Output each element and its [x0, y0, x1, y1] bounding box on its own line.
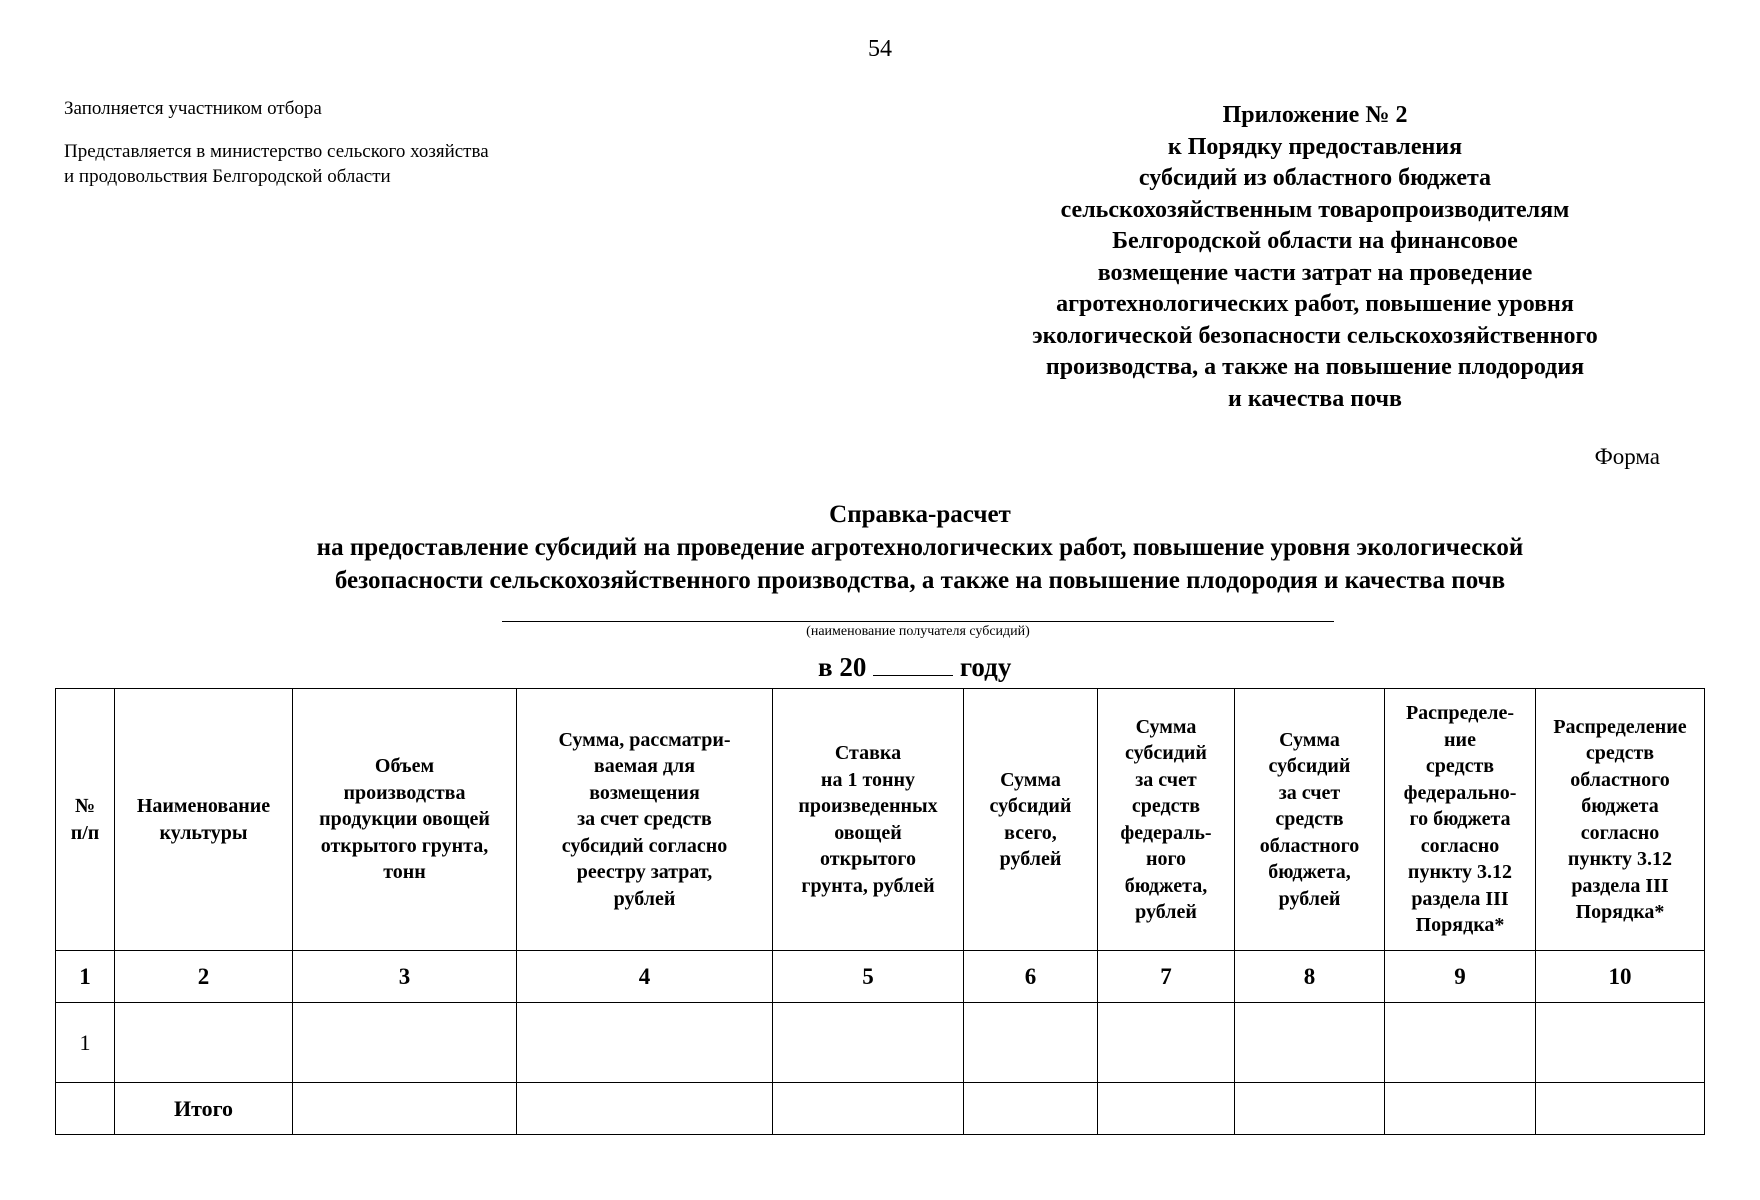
table-cell [115, 1003, 293, 1083]
document-title [0, 498, 1760, 597]
appendix-line: производства, а также на повышение плодородия [1045, 354, 1585, 380]
column-number: 8 [1235, 951, 1385, 1003]
submitted-to-note-line1: Представляется в министерство сельского хозяйства [64, 141, 489, 162]
header-cell-sum-reviewed [517, 689, 773, 951]
header-cell-number [56, 689, 115, 951]
header-line: го бюджета [1409, 808, 1511, 831]
form-label: Форма [1594, 444, 1660, 469]
appendix-line: агротехнологических работ, повышение уровня [1056, 291, 1574, 317]
column-numbers-row [56, 951, 1705, 1003]
table-cell [773, 1003, 964, 1083]
table-cell [56, 1083, 115, 1135]
header-line: Сумма [1000, 768, 1061, 791]
table-cell [1235, 1083, 1385, 1135]
header-line: ние [1444, 728, 1476, 751]
title-line-3: безопасности сельскохозяйственного производства, а также на повышение плодородия и качества почв [334, 567, 1506, 594]
header-line: Объем [374, 755, 435, 778]
header-line: открытого [820, 848, 916, 870]
header-line: областного [1570, 768, 1670, 791]
column-number: 9 [1385, 951, 1536, 1003]
recipient-caption: (наименование получателя субсидий) [806, 624, 1030, 639]
table-cell [1098, 1083, 1235, 1135]
table-cell [517, 1003, 773, 1083]
total-label: Итого [115, 1083, 293, 1135]
header-line: согласно [1420, 834, 1500, 857]
table-cell [1235, 1003, 1385, 1083]
header-line: Ставка [834, 742, 902, 764]
header-line: субсидий [1268, 755, 1351, 778]
header-line: за счет [1135, 768, 1197, 791]
appendix-line: Приложение № 2 [1222, 102, 1408, 128]
header-line: раздела III [1411, 887, 1509, 910]
header-line: субсидий [989, 795, 1072, 817]
header-line: бюджета, [1268, 861, 1351, 884]
header-cell-regional-distribution [1536, 689, 1705, 951]
table-cell [1536, 1083, 1705, 1135]
header-line: бюджета, [1124, 874, 1208, 897]
header-line: производства [343, 781, 466, 804]
total-row [56, 1083, 1705, 1135]
header-line: Сумма, рассматри- [558, 728, 731, 751]
column-number: 1 [56, 951, 115, 1003]
header-cell-volume [293, 689, 517, 951]
header-line: Распределение [1553, 715, 1687, 738]
header-line: тонн [383, 861, 426, 884]
filling-notes [64, 96, 489, 189]
title-line-1: Справка-расчет [829, 501, 1011, 528]
header-line: на 1 тонну [820, 768, 916, 791]
header-line: реестру затрат, [576, 861, 713, 884]
table-cell [773, 1083, 964, 1135]
table-cell [1098, 1003, 1235, 1083]
table-cell [964, 1003, 1098, 1083]
header-line: Сумма [1135, 715, 1197, 738]
table-cell [964, 1083, 1098, 1135]
year-suffix: году [959, 652, 1012, 682]
appendix-line: к Порядку предоставления [1167, 133, 1463, 160]
header-line: за счет [1278, 781, 1341, 804]
header-line: пункту 3.12 [1567, 848, 1673, 870]
header-line: рублей [999, 848, 1062, 870]
appendix-line: экологической безопасности сельскохозяйственного [1032, 322, 1598, 349]
header-line: федерально- [1403, 781, 1517, 804]
table-cell [1385, 1003, 1536, 1083]
filled-by-note: Заполняется участником отбора [64, 98, 322, 119]
header-line: Сумма [1279, 728, 1340, 751]
header-line: средств [1131, 795, 1201, 817]
header-line: рублей [613, 887, 676, 910]
column-number: 7 [1098, 951, 1235, 1003]
header-line: субсидий согласно [561, 834, 728, 857]
header-line: раздела III [1571, 874, 1669, 897]
header-line: культуры [159, 821, 248, 844]
header-line: рублей [1135, 901, 1197, 923]
header-line: пункту 3.12 [1407, 861, 1513, 884]
title-line-2: на предоставление субсидий на проведение агротехнологических работ, повышение уровня экологической [316, 534, 1524, 561]
column-number: 3 [293, 951, 517, 1003]
header-line: произведенных [798, 795, 938, 817]
page-number: 54 [868, 36, 892, 62]
table-row [56, 1003, 1705, 1083]
header-line: ного [1145, 848, 1187, 870]
appendix-line: и качества почв [1228, 385, 1402, 412]
header-line: всего, [1004, 821, 1057, 844]
appendix-line: Белгородской области на финансовое [1112, 228, 1518, 254]
column-number: 6 [964, 951, 1098, 1003]
recipient-name-line [502, 621, 1334, 622]
header-line: рублей [1278, 887, 1341, 910]
table-cell [1536, 1003, 1705, 1083]
header-cell-federal-subsidy [1098, 689, 1235, 951]
header-line: областного [1259, 834, 1360, 857]
submitted-to-note-line2: и продовольствия Белгородской области [64, 166, 391, 187]
column-number: 10 [1536, 951, 1705, 1003]
header-line: федераль- [1120, 821, 1212, 844]
header-line: средств [1585, 742, 1655, 764]
table-cell [517, 1083, 773, 1135]
header-line: согласно [1580, 821, 1660, 844]
column-number: 4 [517, 951, 773, 1003]
appendix-heading [940, 100, 1690, 415]
appendix-line: субсидий из областного бюджета [1138, 165, 1492, 191]
table-cell [1385, 1083, 1536, 1135]
appendix-line: сельскохозяйственным товаропроизводителям [1060, 196, 1570, 223]
header-line: овощей [834, 821, 902, 844]
appendix-line: возмещение части затрат на проведение [1097, 259, 1533, 286]
header-line: п/п [70, 821, 100, 844]
year-prefix: в 20 [818, 652, 867, 682]
year-blank [873, 657, 953, 676]
header-line: субсидий [1125, 742, 1207, 764]
header-line: Наименование [136, 795, 271, 817]
header-cell-federal-distribution [1385, 689, 1536, 951]
subsidy-calculation-table [55, 688, 1705, 1135]
header-line: Распределе- [1405, 702, 1515, 725]
table-cell [293, 1003, 517, 1083]
table-cell [293, 1083, 517, 1135]
header-line: средств [1275, 808, 1344, 831]
header-line: грунта, рублей [801, 874, 935, 897]
header-line: № [74, 795, 96, 817]
header-cell-rate [773, 689, 964, 951]
header-line: ваемая для [593, 755, 696, 778]
header-line: Порядка* [1415, 914, 1505, 937]
header-line: за счет средств [577, 808, 712, 831]
header-line: бюджета [1581, 795, 1659, 817]
header-cell-crop [115, 689, 293, 951]
column-number: 2 [115, 951, 293, 1003]
column-number: 5 [773, 951, 964, 1003]
header-line: средств [1425, 755, 1495, 778]
table-header-row [56, 689, 1705, 951]
header-cell-total-subsidy [964, 689, 1098, 951]
table-cell: 1 [56, 1003, 115, 1083]
header-line: возмещения [589, 781, 700, 804]
year-line [818, 652, 1011, 683]
header-line: Порядка* [1575, 901, 1665, 923]
header-line: продукции овощей [319, 808, 490, 831]
header-cell-regional-subsidy [1235, 689, 1385, 951]
header-line: открытого грунта, [320, 834, 489, 857]
